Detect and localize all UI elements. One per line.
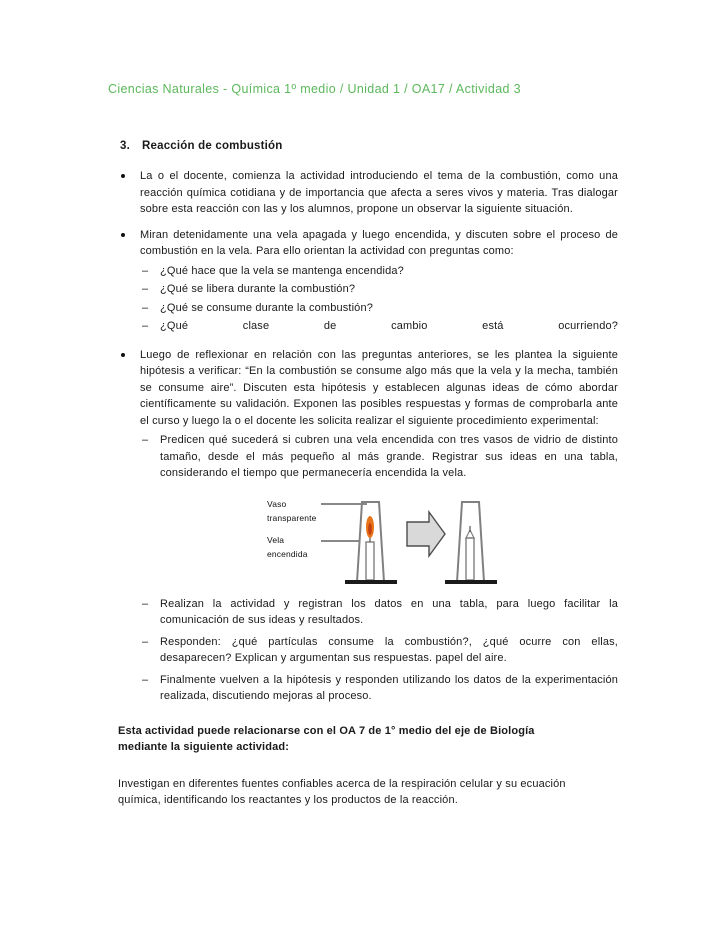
- dash-marker-icon: –: [142, 301, 149, 314]
- dash-marker-icon: –: [142, 434, 149, 446]
- dash-marker-icon: –: [142, 597, 149, 610]
- question-text-stretched: [160, 318, 618, 335]
- breadcrumb: Ciencias Naturales - Química 1º medio / Unidad 1 / OA17 / Actividad 3: [108, 82, 521, 96]
- glass-label-line2: transparente: [267, 512, 317, 523]
- question-word: ¿Qué: [160, 320, 189, 332]
- question-text: ¿Qué se libera durante la combustión?: [160, 283, 356, 295]
- setup-lit-candle: [345, 502, 397, 584]
- question-word: clase: [242, 320, 270, 332]
- question-word: ocurriendo?: [558, 320, 618, 332]
- procedure-steps-before-figure: [140, 432, 618, 482]
- candle-label-line2: encendida: [267, 548, 308, 559]
- step-text: Responden: ¿qué partículas consume la combustión?, ¿qué ocurre con ellas, desaparecen? Explican y argumentan sus respuestas. papel del aire.: [160, 635, 618, 664]
- candle-body-icon: [366, 542, 374, 580]
- list-item: [140, 300, 618, 317]
- dash-marker-icon: –: [142, 635, 149, 648]
- glass-label-line1: Vaso: [267, 498, 287, 509]
- dash-marker-icon: –: [142, 673, 149, 686]
- base-plate-icon: [345, 580, 397, 584]
- bullet-observation: [118, 227, 618, 335]
- bullet-intro-text: La o el docente, comienza la actividad introduciendo el tema de la combustión, como una reacción química cotidiana y de importancia que afecta a seres vivos y materia. Tras dialogar sobre esta reacción con las y los alumnos, propone un observar la siguiente situación.: [140, 170, 618, 215]
- setup-extinguished-candle: [445, 502, 497, 584]
- step-text: Predicen qué sucederá si cubren una vela encendida con tres vasos de vidrio de distinto tamaño, desde el más pequeño al más grande. Registrar sus ideas en una tabla, considerando el tiempo que permanecería encendida la vela.: [160, 434, 618, 479]
- list-item: [140, 318, 618, 335]
- bullet-dot-icon: [121, 233, 125, 237]
- section-number: 3.: [120, 140, 130, 152]
- bullet-hypothesis-text: Luego de reflexionar en relación con las preguntas anteriores, se les plantea la siguiente hipótesis a verificar: “En la combustión se consume algo más que la vela y la mecha, también se consume aire”. Discuten esta hipótesis y establecen algunas ideas de cómo abordar científicamente su validación. Exponen las posibles respuestas y formas de comprobarla ante el curso y luego la o el docente les solicita realizar el siguiente procedimiento experimental:: [140, 348, 618, 427]
- list-item: [140, 596, 618, 629]
- question-text: ¿Qué se consume durante la combustión?: [160, 301, 373, 314]
- related-oa-note: Esta actividad puede relacionarse con el OA 7 de 1° medio del eje de Biología mediante la siguiente actividad:: [118, 724, 535, 753]
- page-title: [118, 140, 618, 152]
- bullet-dot-icon: [121, 353, 125, 357]
- transition-arrow-icon: [407, 512, 445, 556]
- dash-marker-icon: –: [142, 283, 149, 295]
- question-word: de: [323, 320, 337, 332]
- list-item: [140, 281, 618, 298]
- candle-body-icon: [466, 538, 474, 580]
- list-item: [140, 432, 618, 482]
- list-item: [140, 263, 618, 280]
- experiment-diagram: [249, 494, 509, 586]
- list-item: [140, 672, 618, 705]
- bullet-intro: [118, 168, 618, 218]
- base-plate-icon: [445, 580, 497, 584]
- bullet-dot-icon: [121, 174, 125, 178]
- question-word: está: [482, 320, 504, 332]
- procedure-steps-after-figure: [140, 596, 618, 705]
- candle-label-line1: Vela: [267, 534, 285, 545]
- guiding-questions-list: [140, 263, 618, 335]
- step-text: Finalmente vuelven a la hipótesis y responden utilizando los datos de la experimentación realizada, discutiendo mejoras al proceso.: [160, 673, 618, 702]
- section-title-text: Reacción de combustión: [142, 140, 283, 152]
- question-word: cambio: [391, 320, 428, 332]
- dash-marker-icon: –: [142, 264, 149, 277]
- step-text: Realizan la actividad y registran los datos en una tabla, para luego facilitar la comunicación de sus ideas y resultados.: [160, 597, 618, 626]
- list-item: [140, 634, 618, 667]
- candle-experiment-figure: [140, 494, 618, 586]
- question-text: ¿Qué hace que la vela se mantenga encendida?: [160, 264, 404, 277]
- bullet-hypothesis: [118, 347, 618, 705]
- document-body: [118, 140, 618, 809]
- closing-paragraph: Investigan en diferentes fuentes confiables acerca de la respiración celular y su ecuación química, identificando los reactantes y los productos de la reacción.: [118, 777, 566, 806]
- dash-marker-icon: –: [142, 320, 149, 332]
- activity-bullet-list: [118, 168, 618, 705]
- flame-core-icon: [368, 523, 372, 535]
- bullet-observation-text: Miran detenidamente una vela apagada y luego encendida, y discuten sobre el proceso de combustión en la vela. Para ello orientan la actividad con preguntas como:: [140, 228, 618, 257]
